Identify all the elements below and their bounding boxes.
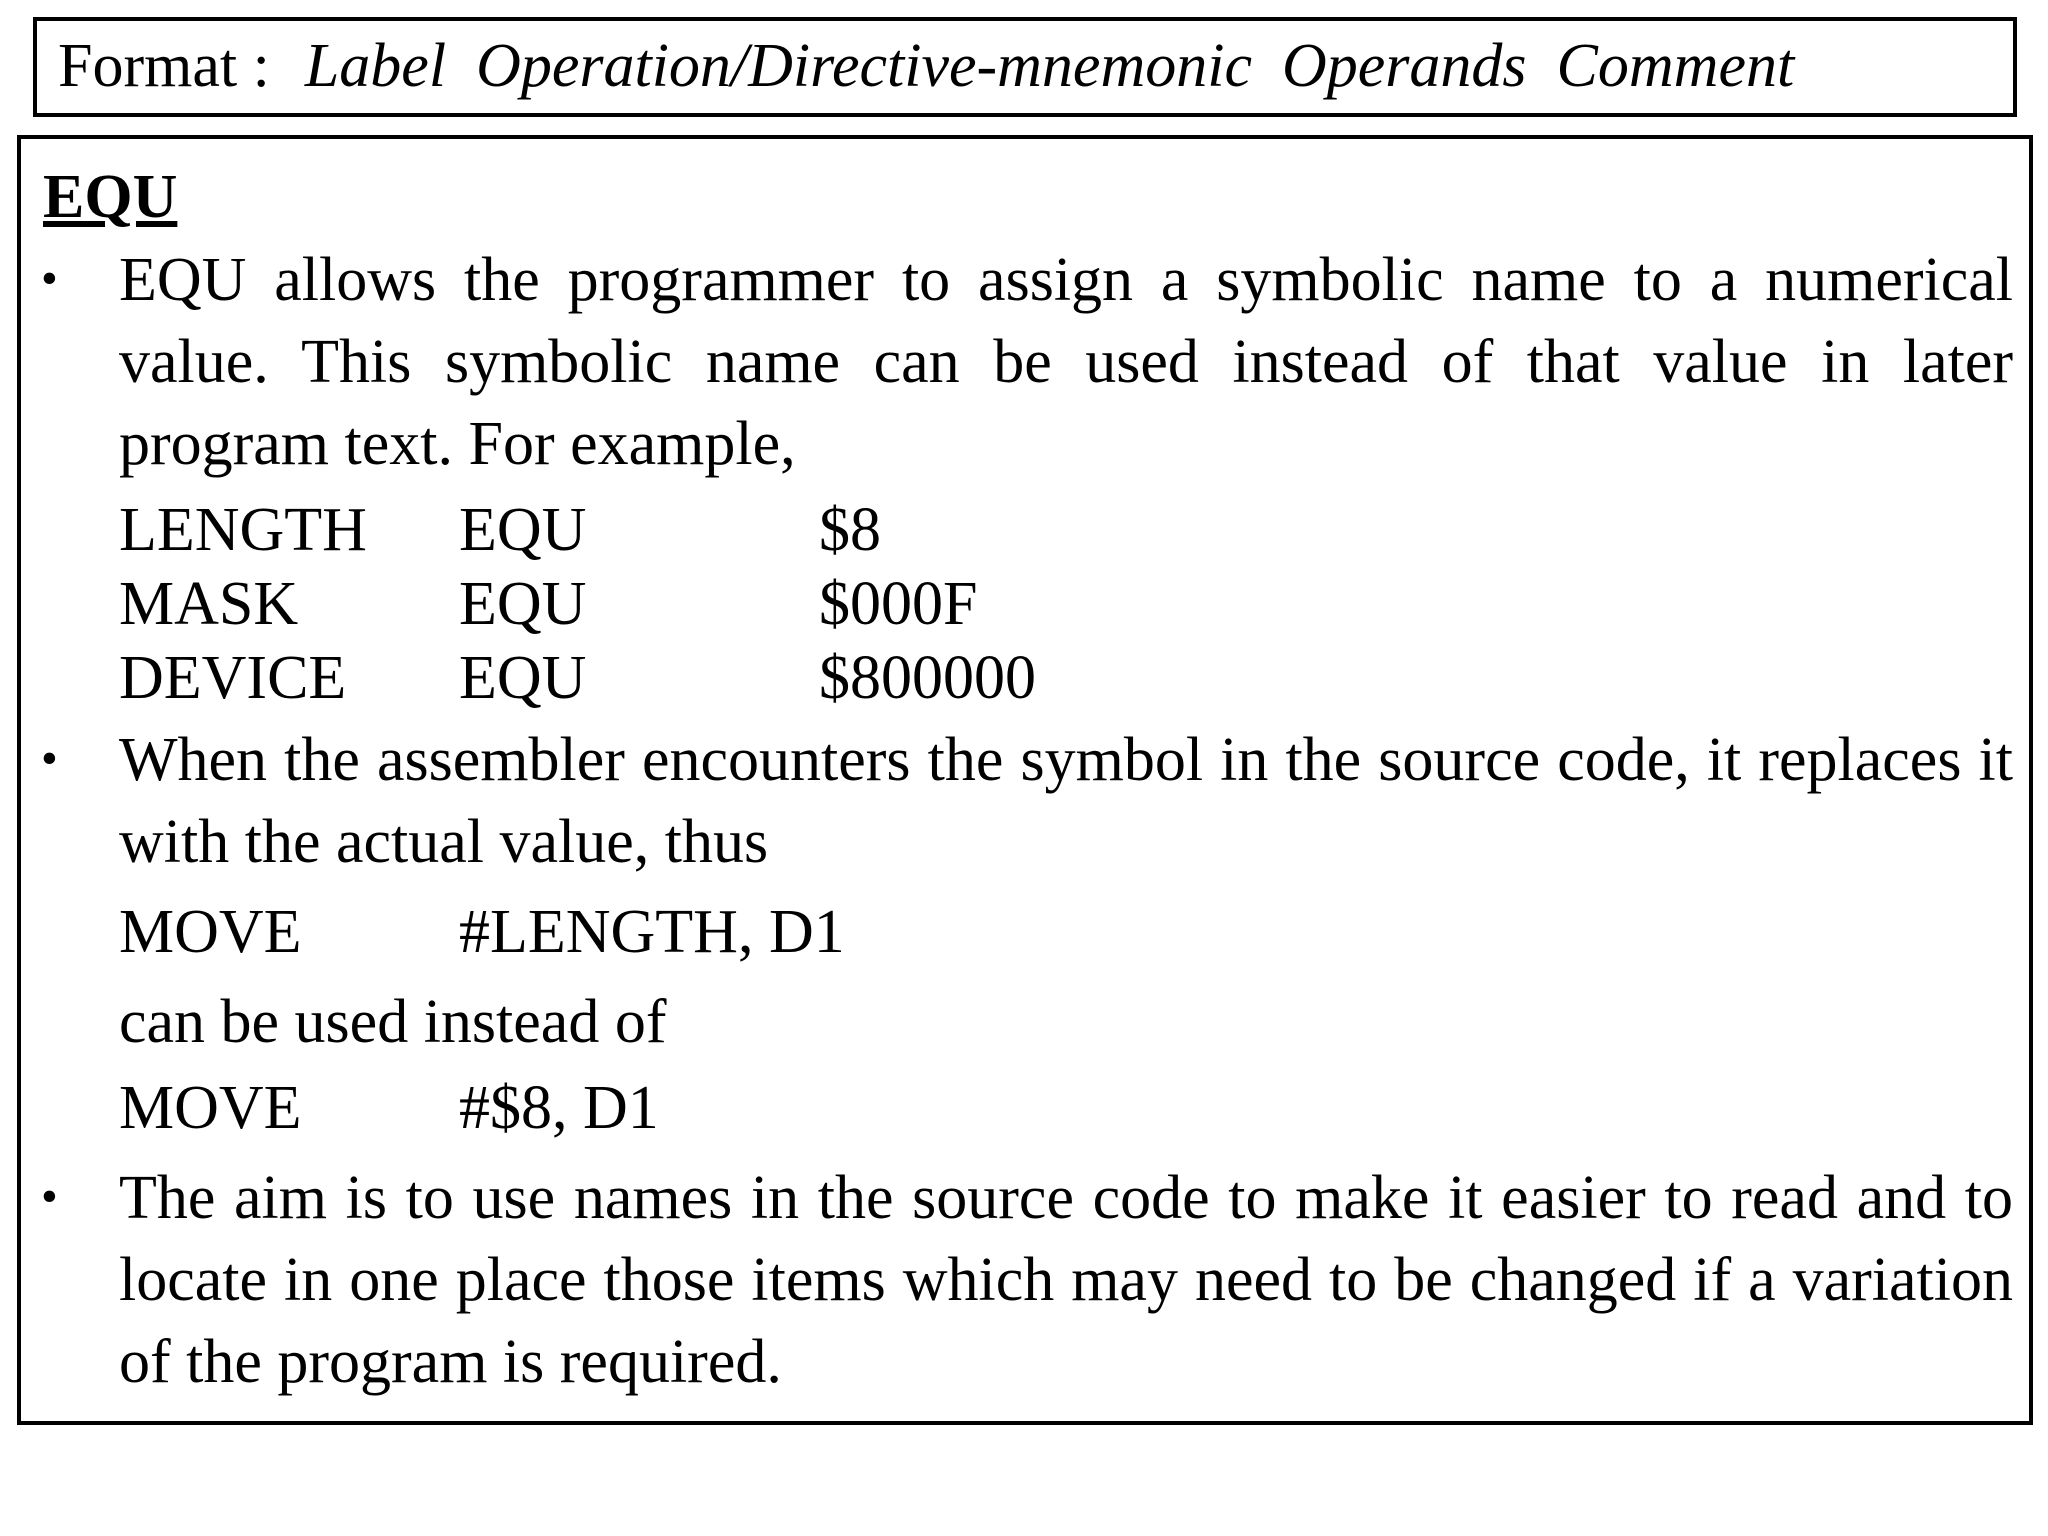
format-box [33,17,2017,117]
format-field-operands: Operands [1281,32,1527,100]
code-op: MOVE [119,1074,302,1142]
bullet-3-text: The aim is to use names in the source code to make it easier to read and to locate in one place those items which may need to be changed if a variation of the program is required. [119,1164,2013,1396]
format-field-label: Label [304,32,447,100]
code-value: $8 [819,496,881,564]
bullet-icon: • [41,252,58,305]
code-label: LENGTH [119,496,367,564]
format-field-operation: Operation/Directive-mnemonic [476,32,1252,100]
code-op: EQU [459,496,587,564]
code-value: $000F [819,570,978,638]
code-label: DEVICE [119,644,347,712]
format-prefix: Format : [58,32,270,100]
code-label: MASK [119,570,299,638]
middle-text: can be used instead of [119,988,667,1056]
code-value: $800000 [819,644,1036,712]
code-op: EQU [459,570,587,638]
code-operands: #LENGTH, D1 [459,898,845,966]
section-heading: EQU [43,163,178,231]
code-operands: #$8, D1 [459,1074,659,1142]
code-op: EQU [459,644,587,712]
bullet-icon: • [41,1170,58,1223]
bullet-2-text: When the assembler encounters the symbol in the source code, it replaces it with the actual value, thus [119,726,2013,876]
code-op: MOVE [119,898,302,966]
format-field-comment: Comment [1556,32,1795,100]
bullet-1-text: EQU allows the programmer to assign a symbolic name to a numerical value. This symbolic name can be used instead of that value in later program text. For example, [119,246,2013,478]
content-box [17,135,2033,1425]
bullet-icon: • [41,732,58,785]
